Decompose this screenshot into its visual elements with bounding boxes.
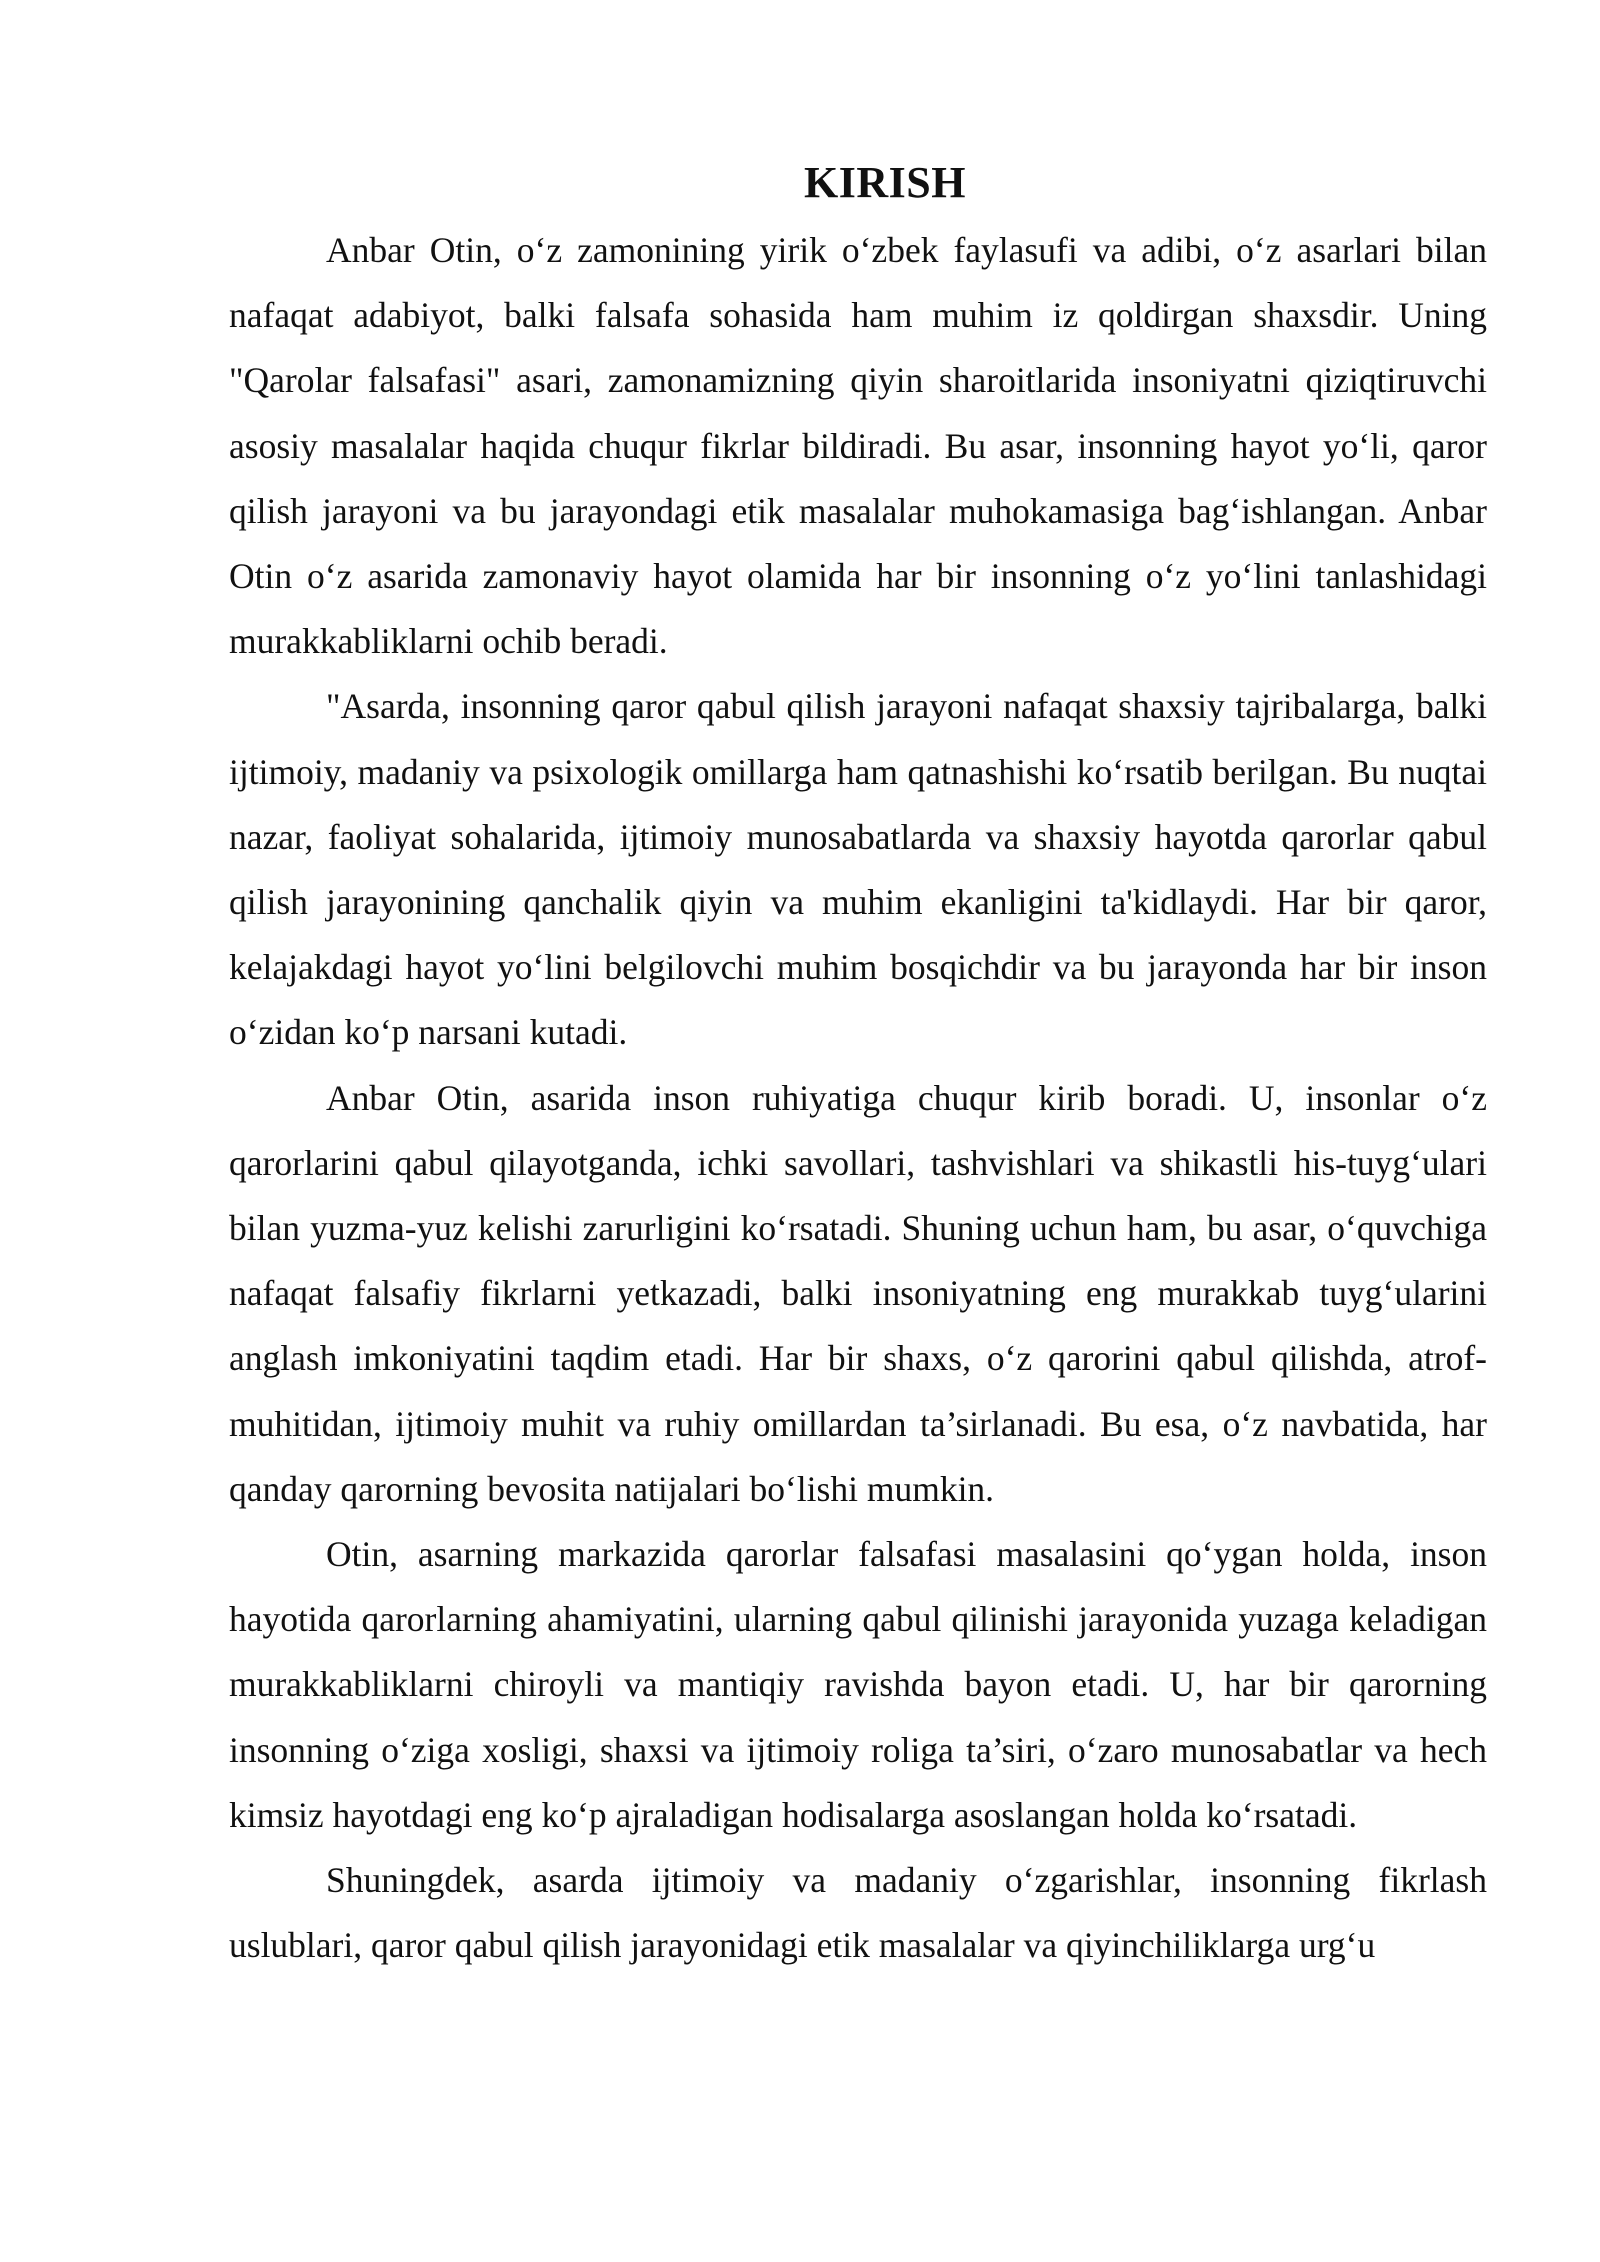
paragraph-4: Otin, asarning markazida qarorlar falsafasi masalasini qo‘ygan holda, inson hayotida qarorlarning ahamiyatini, ularning qabul qilinishi jarayonida yuzaga keladigan murakkabliklarni chiroyli va mantiqiy ravishda bayon etadi. U, har bir qarorning insonning o‘ziga xosligi, shaxsi va ijtimoiy roliga ta’siri, o‘zaro munosabatlar va hech kimsiz hayotdagi eng ko‘p ajraladigan hodisalarga asoslangan holda ko‘rsatadi.	[229, 1534, 1487, 1835]
page-title: KIRISH	[804, 158, 966, 207]
paragraph-3: Anbar Otin, asarida inson ruhiyatiga chuqur kirib boradi. U, insonlar o‘z qarorlarini qabul qilayotganda, ichki savollari, tashvishlari va shikastli his-tuyg‘ulari bilan yuzma-yuz kelishi zarurligini ko‘rsatadi. Shuning uchun ham, bu asar, o‘quvchiga nafaqat falsafiy fikrlarni yetkazadi, balki insoniyatning eng murakkab tuyg‘ularini anglash imkoniyatini taqdim etadi. Har bir shaxs, o‘z qarorini qabul qilishda, atrof-muhitidan, ijtimoiy muhit va ruhiy omillardan ta’sirlanadi. Bu esa, o‘z navbatida, har qanday qarorning bevosita natijalari bo‘lishi mumkin.	[229, 1077, 1487, 1509]
document-body	[229, 148, 1487, 1978]
paragraph-2: "Asarda, insonning qaror qabul qilish jarayoni nafaqat shaxsiy tajribalarga, balki ijtimoiy, madaniy va psixologik omillarga ham qatnashishi ko‘rsatib berilgan. Bu nuqtai nazar, faoliyat sohalarida, ijtimoiy munosabatlarda va shaxsiy hayotda qarorlar qabul qilish jarayonining qanchalik qiyin va muhim ekanligini ta'kidlaydi. Har bir qaror, kelajakdagi hayot yo‘lini belgilovchi muhim bosqichdir va bu jarayonda har bir inson o‘zidan ko‘p narsani kutadi.	[229, 686, 1487, 1053]
paragraph-1: Anbar Otin, o‘z zamonining yirik o‘zbek faylasufi va adibi, o‘z asarlari bilan nafaqat adabiyot, balki falsafa sohasida ham muhim iz qoldirgan shaxsdir. Uning "Qarolar falsafasi" asari, zamonamizning qiyin sharoitlarida insoniyatni qiziqtiruvchi asosiy masalalar haqida chuqur fikrlar bildiradi. Bu asar, insonning hayot yo‘li, qaror qilish jarayoni va bu jarayondagi etik masalalar muhokamasiga bag‘ishlangan. Anbar Otin o‘z asarida zamonaviy hayot olamida har bir insonning o‘z yo‘lini tanlashidagi murakkabliklarni ochib beradi.	[229, 230, 1487, 662]
paragraph-5: Shuningdek, asarda ijtimoiy va madaniy o‘zgarishlar, insonning fikrlash uslublari, qaror qabul qilish jarayonidagi etik masalalar va qiyinchiliklarga urg‘u	[229, 1860, 1487, 1966]
